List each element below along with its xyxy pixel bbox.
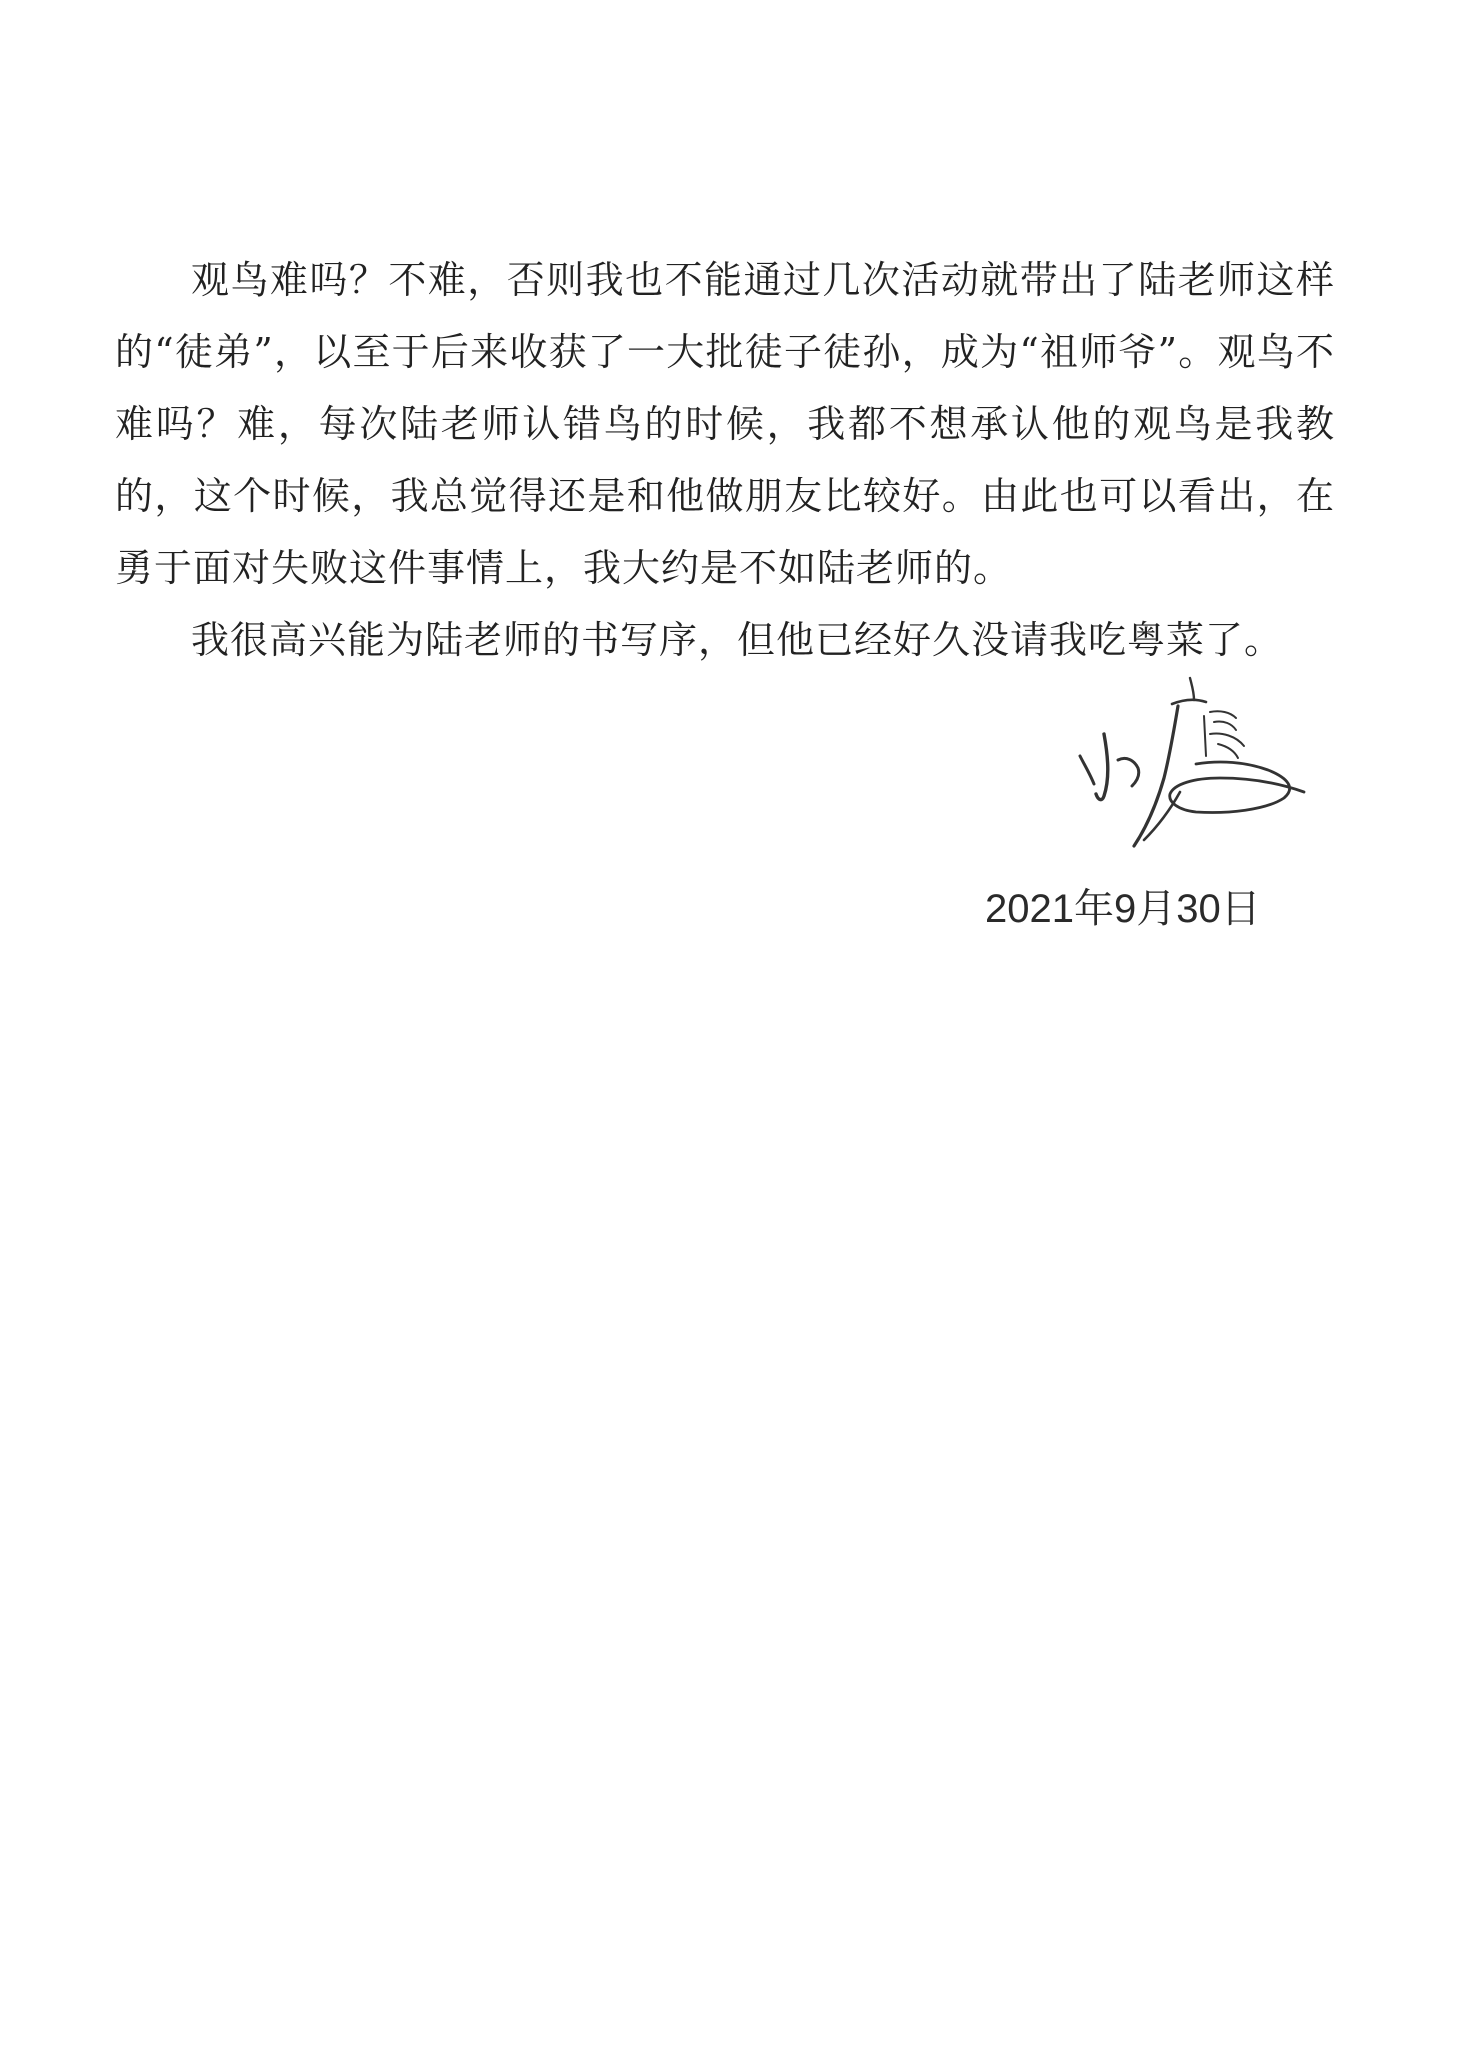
body-text <box>115 244 1335 676</box>
date: 2021年9月30日 <box>985 887 1261 931</box>
paragraph-1: 观鸟难吗？不难，否则我也不能通过几次活动就带出了陆老师这样的“徒弟”，以至于后来收获了一大批徒子徒孙，成为“祖师爷”。观鸟不难吗？难，每次陆老师认错鸟的时候，我都不想承认他的观鸟是我教的，这个时候，我总觉得还是和他做朋友比较好。由此也可以看出，在勇于面对失败这件事情上，我大约是不如陆老师的。 <box>115 258 1335 590</box>
paragraph-2: 我很高兴能为陆老师的书写序，但他已经好久没请我吃粤菜了。 <box>191 618 1284 662</box>
handwritten-signature <box>1060 660 1320 870</box>
